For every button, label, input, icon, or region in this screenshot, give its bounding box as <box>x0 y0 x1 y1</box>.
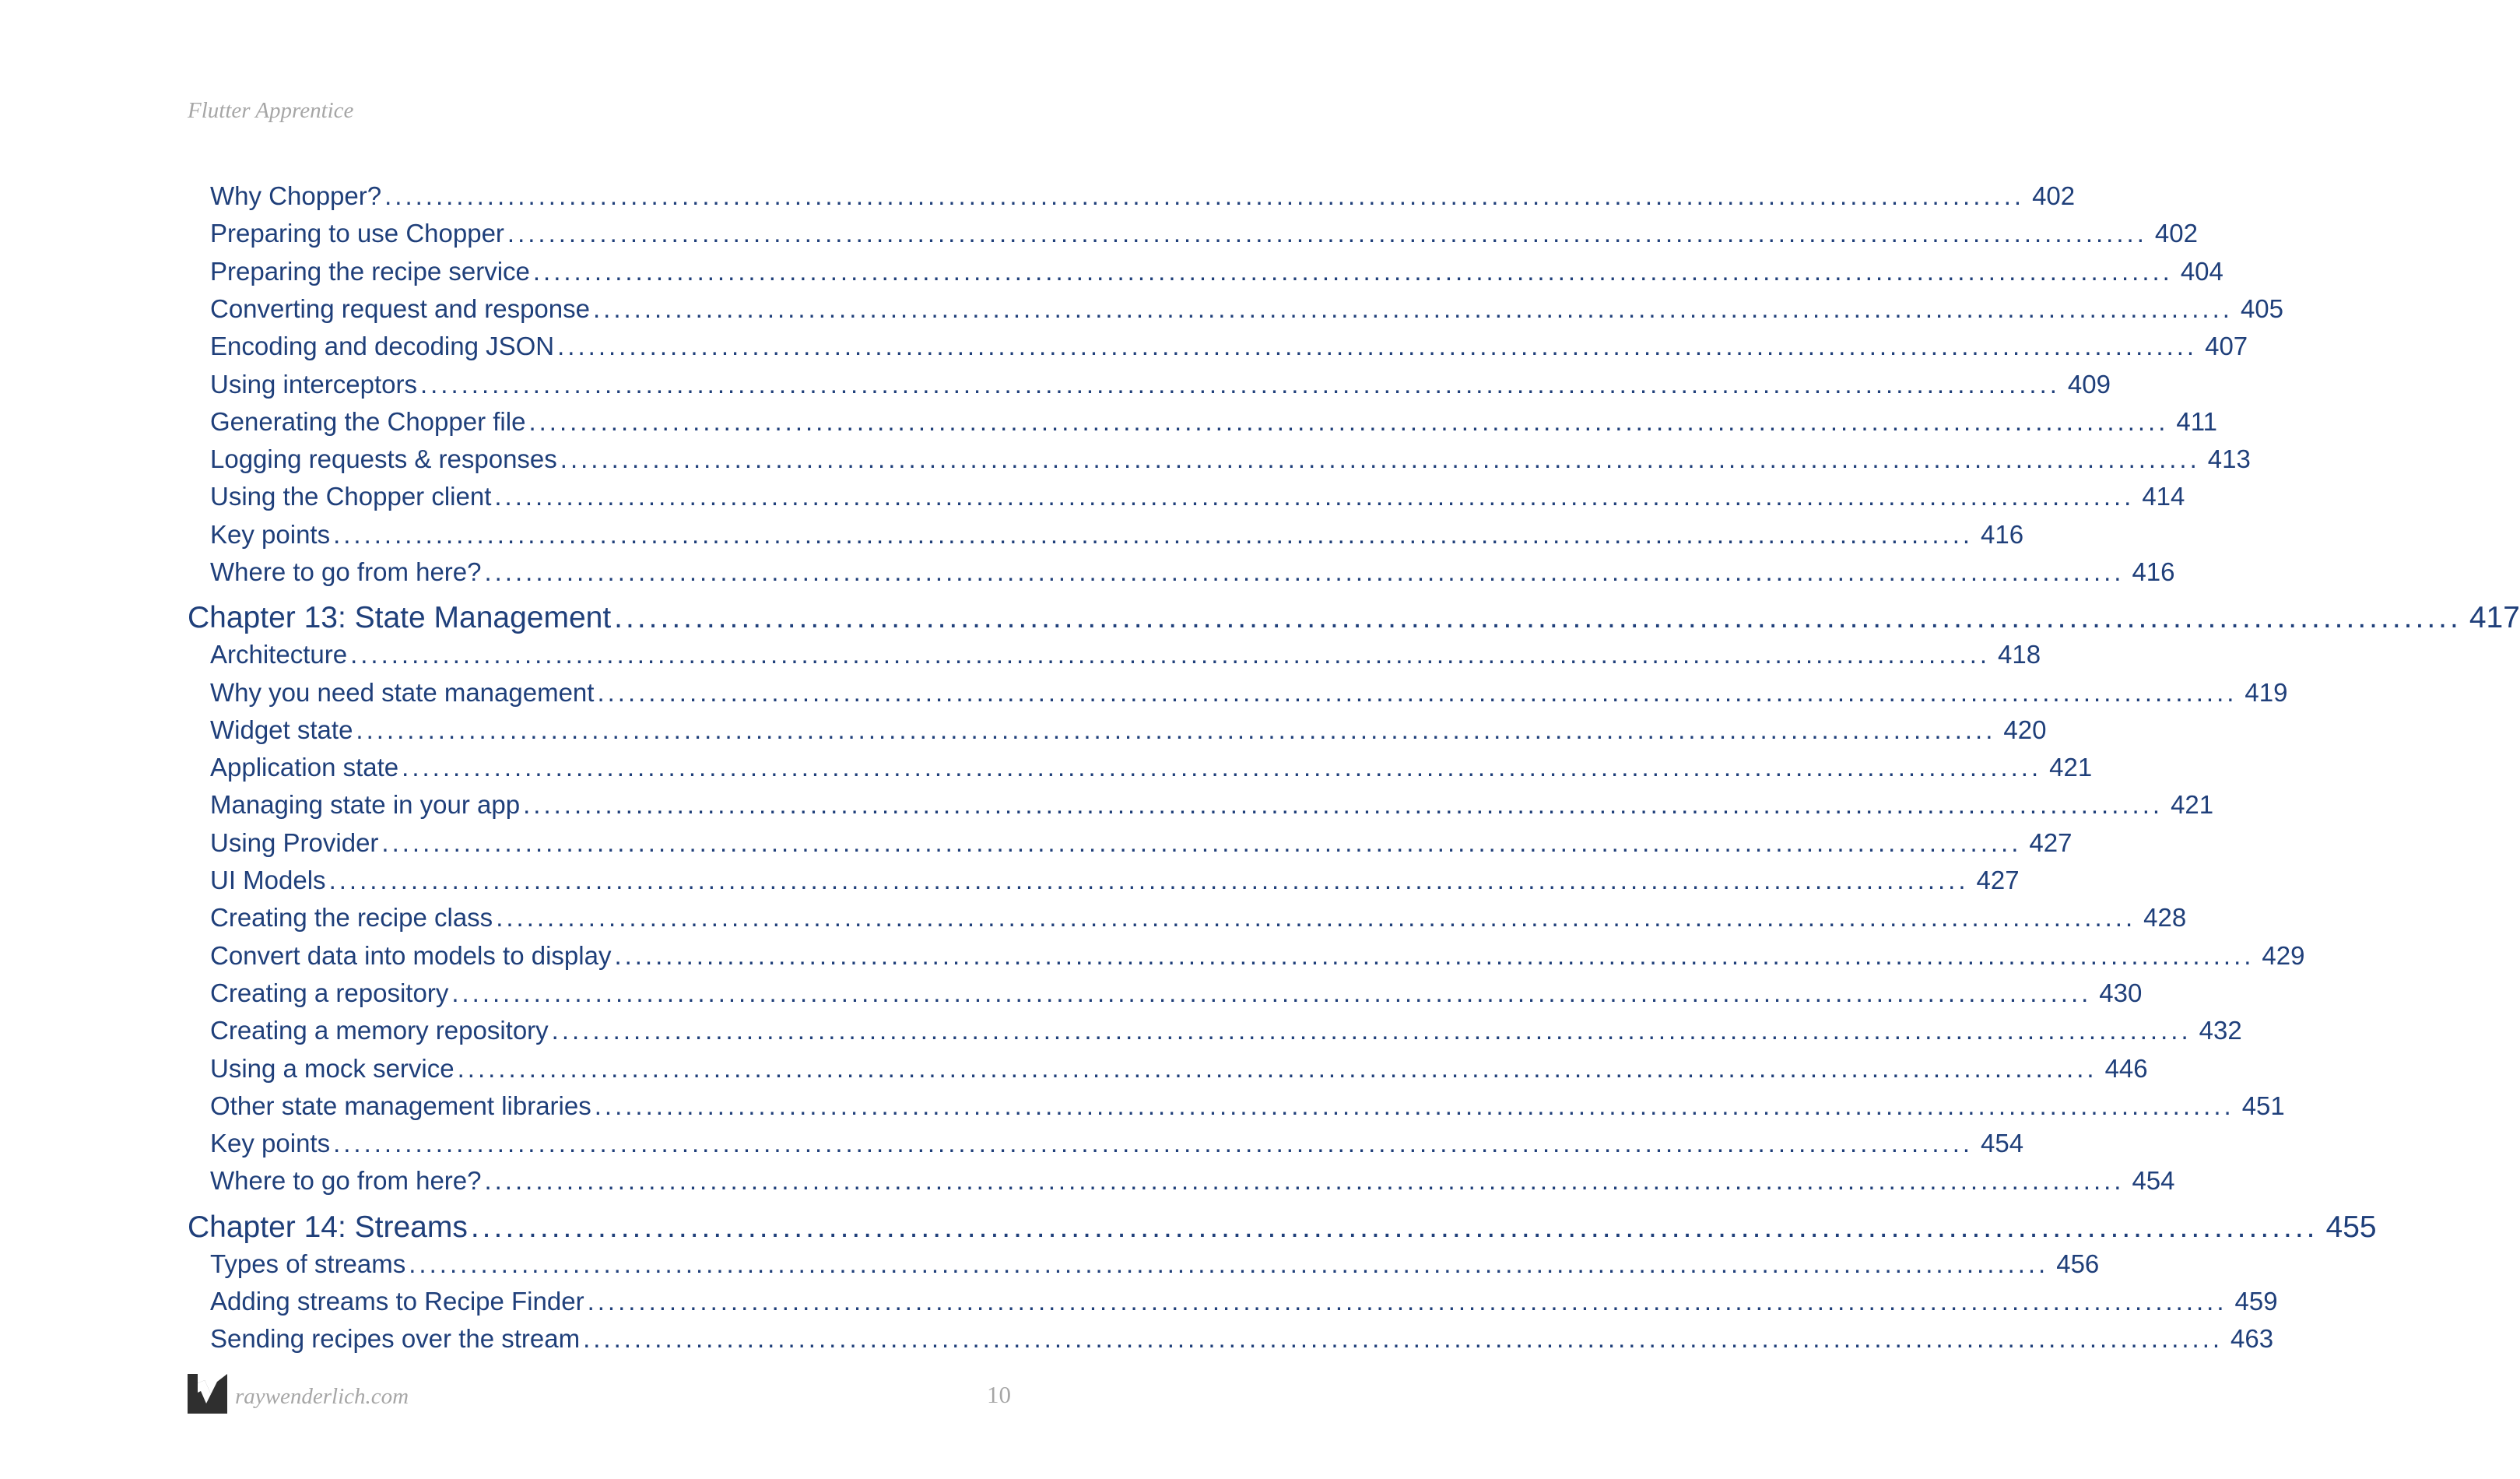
toc-section-row[interactable] <box>210 750 2093 785</box>
toc-section-row[interactable] <box>210 405 2218 439</box>
toc-chapter-row[interactable] <box>188 1208 2377 1247</box>
toc-page-number: 420 <box>2003 715 2047 744</box>
toc-entry-title: Creating a repository <box>210 978 449 1007</box>
toc-page-number: 427 <box>1976 866 2020 894</box>
footer-page-number: 10 <box>987 1381 1011 1408</box>
toc-entry-title: Preparing the recipe service <box>210 257 530 286</box>
toc-page-number: 416 <box>2132 557 2175 586</box>
toc-entry-title: Why you need state management <box>210 678 595 707</box>
toc-page-number: 407 <box>2205 332 2248 360</box>
toc-section-row[interactable] <box>210 292 2283 326</box>
toc-entry-title: Encoding and decoding JSON <box>210 332 555 360</box>
dot-leader: ................................................................................................................................................................ <box>451 978 2092 1007</box>
dot-leader: ................................................................................................................................................................ <box>457 1054 2097 1083</box>
toc-section-row[interactable] <box>210 1089 2285 1123</box>
toc-section-row[interactable] <box>210 638 2041 672</box>
toc-section-row[interactable] <box>210 901 2187 935</box>
toc-page-number: 409 <box>2067 370 2111 399</box>
toc-page-number: 451 <box>2241 1091 2285 1120</box>
book-title: Flutter Apprentice <box>188 98 354 123</box>
dot-leader: ................................................................................................................................................................ <box>523 790 2164 819</box>
toc-entry-title: Using the Chopper client <box>210 482 492 511</box>
dot-leader: ................................................................................................................................................................ <box>419 370 2060 399</box>
toc-entry-title: Other state management libraries <box>210 1091 591 1120</box>
toc-section-row[interactable] <box>210 329 2248 364</box>
dot-leader: ................................................................................................................................................................ <box>496 903 2136 932</box>
toc-page-number: 429 <box>2262 941 2305 970</box>
toc-chapter-row[interactable] <box>188 599 2520 638</box>
dot-leader: ................................................................................................................................................................ <box>583 1324 2223 1353</box>
toc-section-row[interactable] <box>210 367 2111 402</box>
dot-leader: ................................................................................................................................................................ <box>532 257 2173 286</box>
dot-leader: ................................................................................................................................................................ <box>484 557 2125 586</box>
toc-entry-title: Chapter 13: State Management <box>188 601 612 634</box>
dot-leader: ................................................................................................................................................................ <box>470 1210 2318 1244</box>
toc-page-number: 455 <box>2325 1210 2377 1244</box>
toc-section-row[interactable] <box>210 1126 2024 1161</box>
toc-entry-title: Architecture <box>210 640 348 669</box>
toc-page-number: 411 <box>2176 407 2218 436</box>
dot-leader: ................................................................................................................................................................ <box>381 828 2022 857</box>
toc-section-row[interactable] <box>210 788 2214 822</box>
toc-section-row[interactable] <box>210 1014 2242 1048</box>
toc-section-row[interactable] <box>210 216 2198 251</box>
toc-section-row[interactable] <box>210 713 2047 747</box>
toc-section-row[interactable] <box>210 1247 2100 1281</box>
dot-leader: ................................................................................................................................................................ <box>507 219 2147 248</box>
toc-entry-title: Managing state in your app <box>210 790 521 819</box>
toc-page-number: 413 <box>2207 444 2251 473</box>
toc-entry-title: Application state <box>210 753 399 782</box>
toc-section-row[interactable] <box>210 939 2305 973</box>
dot-leader: ................................................................................................................................................................ <box>560 444 2200 473</box>
dot-leader: ................................................................................................................................................................ <box>614 941 2255 970</box>
toc-entry-title: Where to go from here? <box>210 557 482 586</box>
toc-entry-title: Where to go from here? <box>210 1166 482 1195</box>
toc-entry-title: Types of streams <box>210 1249 406 1278</box>
toc-section-row[interactable] <box>210 555 2175 589</box>
toc-entry-title: Generating the Chopper file <box>210 407 526 436</box>
dot-leader: ................................................................................................................................................................ <box>409 1249 2049 1278</box>
toc-section-row[interactable] <box>210 826 2073 860</box>
toc-entry-title: Convert data into models to display <box>210 941 612 970</box>
dot-leader: ................................................................................................................................................................ <box>328 866 1969 894</box>
dot-leader: ................................................................................................................................................................ <box>587 1287 2227 1316</box>
toc-page-number: 416 <box>1981 520 2024 549</box>
toc-section-row[interactable] <box>210 255 2223 289</box>
toc-entry-title: Widget state <box>210 715 353 744</box>
toc-page-number: 418 <box>1998 640 2041 669</box>
dot-leader: ................................................................................................................................................................ <box>551 1016 2192 1045</box>
toc-section-row[interactable] <box>210 1164 2175 1198</box>
toc-page-number: 419 <box>2244 678 2288 707</box>
toc-page-number: 427 <box>2029 828 2073 857</box>
toc-page-number: 405 <box>2240 294 2283 323</box>
toc-section-row[interactable] <box>210 518 2024 552</box>
dot-leader: ................................................................................................................................................................ <box>356 715 1996 744</box>
toc-section-row[interactable] <box>210 676 2288 710</box>
toc-entry-title: Creating the recipe class <box>210 903 493 932</box>
dot-leader: ................................................................................................................................................................ <box>384 181 2025 210</box>
toc-section-row[interactable] <box>210 1322 2274 1356</box>
toc-page-number: 430 <box>2099 978 2143 1007</box>
toc-page-number: 414 <box>2142 482 2185 511</box>
toc-entry-title: Chapter 14: Streams <box>188 1210 468 1244</box>
toc-entry-title: Creating a memory repository <box>210 1016 549 1045</box>
toc-page-number: 463 <box>2230 1324 2274 1353</box>
toc-section-row[interactable] <box>210 1052 2148 1086</box>
toc-page-number: 456 <box>2056 1249 2100 1278</box>
footer-site-name: raywenderlich.com <box>235 1384 409 1409</box>
dot-leader: ................................................................................................................................................................ <box>528 407 2169 436</box>
toc-entry-title: Key points <box>210 1129 331 1158</box>
dot-leader: ................................................................................................................................................................ <box>333 1129 1974 1158</box>
toc-entry-title: Why Chopper? <box>210 181 382 210</box>
toc-page-number: 402 <box>2032 181 2076 210</box>
dot-leader: ................................................................................................................................................................ <box>614 601 2462 634</box>
toc-page-number: 428 <box>2143 903 2187 932</box>
dot-leader: ................................................................................................................................................................ <box>350 640 1991 669</box>
dot-leader: ................................................................................................................................................................ <box>592 294 2233 323</box>
toc-page-number: 404 <box>2180 257 2223 286</box>
toc-section-row[interactable] <box>210 863 2020 898</box>
toc-entry-title: Adding streams to Recipe Finder <box>210 1287 584 1316</box>
dot-leader: ................................................................................................................................................................ <box>333 520 1974 549</box>
toc-entry-title: Using a mock service <box>210 1054 455 1083</box>
toc-section-row[interactable] <box>210 480 2185 514</box>
toc-page-number: 421 <box>2171 790 2214 819</box>
toc-page-number: 402 <box>2154 219 2198 248</box>
dot-leader: ................................................................................................................................................................ <box>494 482 2135 511</box>
toc-page-number: 432 <box>2199 1016 2242 1045</box>
raywenderlich-logo-icon <box>188 1374 227 1414</box>
dot-leader: ................................................................................................................................................................ <box>557 332 2198 360</box>
toc-entry-title: Using interceptors <box>210 370 417 399</box>
toc-page-number: 446 <box>2104 1054 2148 1083</box>
dot-leader: ................................................................................................................................................................ <box>597 678 2237 707</box>
toc-entry-title: Key points <box>210 520 331 549</box>
toc-page-number: 421 <box>2049 753 2093 782</box>
toc-entry-title: Preparing to use Chopper <box>210 219 504 248</box>
toc-section-row[interactable] <box>210 442 2251 476</box>
toc-page-number: 459 <box>2234 1287 2278 1316</box>
toc-section-row[interactable] <box>210 1284 2278 1319</box>
toc-page-number: 454 <box>2132 1166 2175 1195</box>
toc-page-number: 454 <box>1981 1129 2024 1158</box>
toc-entry-title: Logging requests & responses <box>210 444 557 473</box>
toc-section-row[interactable] <box>210 179 2076 213</box>
toc-entry-title: Using Provider <box>210 828 379 857</box>
dot-leader: ................................................................................................................................................................ <box>402 753 2042 782</box>
dot-leader: ................................................................................................................................................................ <box>484 1166 2125 1195</box>
toc-page-number: 417 <box>2469 601 2520 634</box>
toc-entry-title: UI Models <box>210 866 326 894</box>
toc-entry-title: Converting request and response <box>210 294 590 323</box>
toc-section-row[interactable] <box>210 976 2143 1010</box>
dot-leader: ................................................................................................................................................................ <box>594 1091 2234 1120</box>
toc-entry-title: Sending recipes over the stream <box>210 1324 581 1353</box>
